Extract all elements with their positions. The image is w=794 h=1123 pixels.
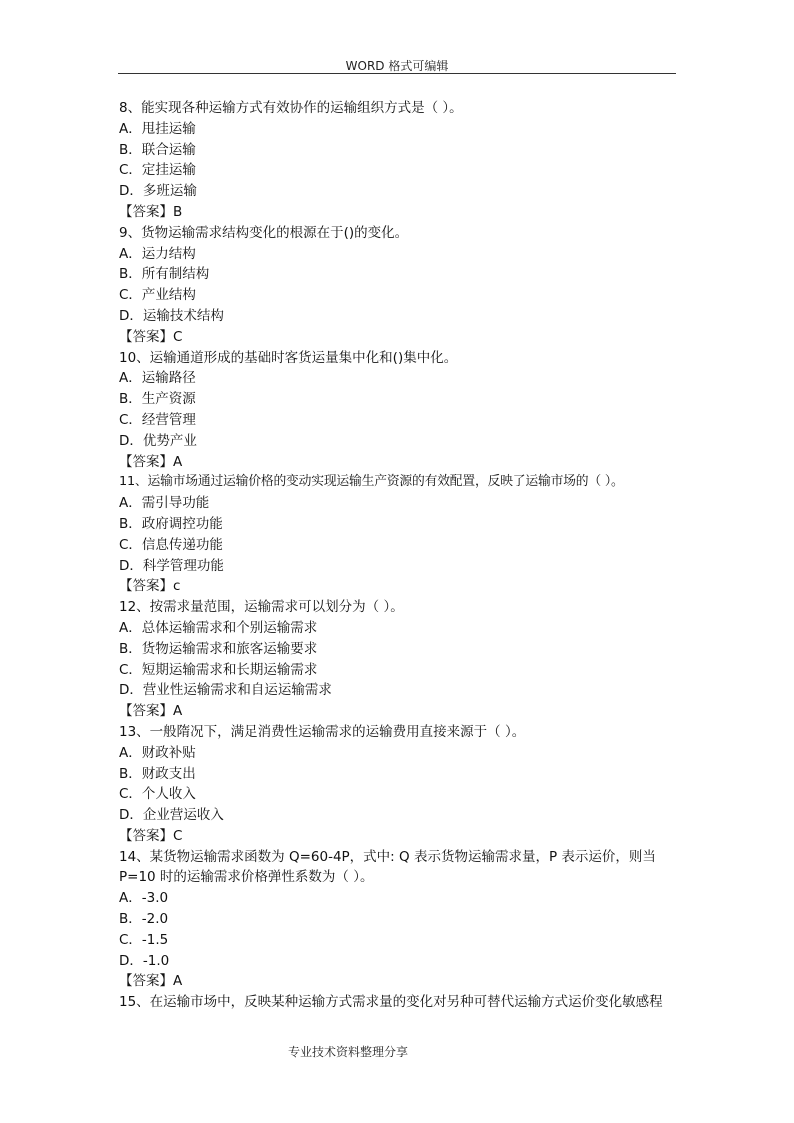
option-c: C．短期运输需求和长期运输需求 (119, 661, 318, 678)
option-c: C．产业结构 (119, 287, 196, 304)
option-c: C．信息传递功能 (119, 536, 223, 553)
question-block (119, 722, 679, 847)
question-text: 9、货物运输需求结构变化的根源在于()的变化。 (119, 224, 409, 241)
option-a: A．需引导功能 (119, 495, 210, 512)
answer: 【答案】A (119, 703, 183, 720)
option-c: C．-1.5 (119, 931, 169, 948)
question-text: 12、按需求量范围，运输需求可以划分为（ ）。 (119, 599, 404, 616)
option-b: B．联合运输 (119, 141, 196, 158)
question-block (119, 223, 679, 348)
page-footer: 专业技术资料整理分享 (287, 1045, 408, 1059)
question-text: 13、一般隋况下，满足消费性运输需求的运输费用直接来源于（ ）。 (119, 723, 526, 740)
option-d: D．多班运输 (119, 183, 197, 200)
trailing-question-text: 15、在运输市场中，反映某种运输方式需求量的变化对另种可替代运输方式运价变化敏感程 (119, 994, 663, 1011)
page-header: WORD 格式可编辑 (345, 59, 449, 73)
option-d: D．运输技术结构 (119, 307, 224, 324)
question-text: 10、运输通道形成的基础时客货运量集中化和()集中化。 (119, 349, 458, 366)
question-text: 11、运输市场通过运输价格的变动实现运输生产资源的有效配置，反映了运输市场的（ ）。 (119, 474, 624, 490)
question-block (119, 472, 679, 597)
option-b: B．政府调控功能 (119, 515, 223, 532)
document-body (119, 98, 679, 1013)
option-a: A．甩挂运输 (119, 120, 196, 137)
option-b: B．财政支出 (119, 765, 196, 782)
option-d: D．企业营运收入 (119, 807, 224, 824)
option-d: D．-1.0 (119, 952, 170, 969)
answer: 【答案】A (119, 453, 183, 470)
question-block (119, 348, 679, 473)
option-a: A．财政补贴 (119, 744, 196, 761)
option-a: A．运输路径 (119, 370, 196, 387)
question-block (119, 597, 679, 722)
option-b: B．-2.0 (119, 911, 169, 928)
question-block (119, 847, 679, 993)
option-d: D．优势产业 (119, 432, 197, 449)
answer: 【答案】B (119, 203, 183, 220)
option-c: C．个人收入 (119, 786, 196, 803)
option-a: A．总体运输需求和个别运输需求 (119, 619, 318, 636)
question-block (119, 98, 679, 223)
option-a: A．运力结构 (119, 245, 196, 262)
answer: 【答案】c (119, 578, 181, 595)
option-c: C．定挂运输 (119, 162, 196, 179)
option-b: B．货物运输需求和旅客运输要求 (119, 640, 318, 657)
answer: 【答案】C (119, 827, 183, 844)
header-divider (118, 73, 676, 74)
option-b: B．所有制结构 (119, 266, 210, 283)
question-text: 8、能实现各种运输方式有效协作的运输组织方式是（ ）。 (119, 100, 463, 116)
answer: 【答案】C (119, 328, 183, 345)
option-b: B．生产资源 (119, 391, 196, 408)
question-text: 14、某货物运输需求函数为 Q=60-4P，式中: Q 表示货物运输需求量，P 表示运价，则当 P=10 时的运输需求价格弹性系数为（ ）。 (119, 848, 656, 886)
option-a: A．-3.0 (119, 890, 169, 907)
option-c: C．经营管理 (119, 411, 196, 428)
option-d: D．科学管理功能 (119, 557, 224, 574)
option-d: D．营业性运输需求和自运运输需求 (119, 682, 332, 699)
answer: 【答案】A (119, 973, 183, 990)
